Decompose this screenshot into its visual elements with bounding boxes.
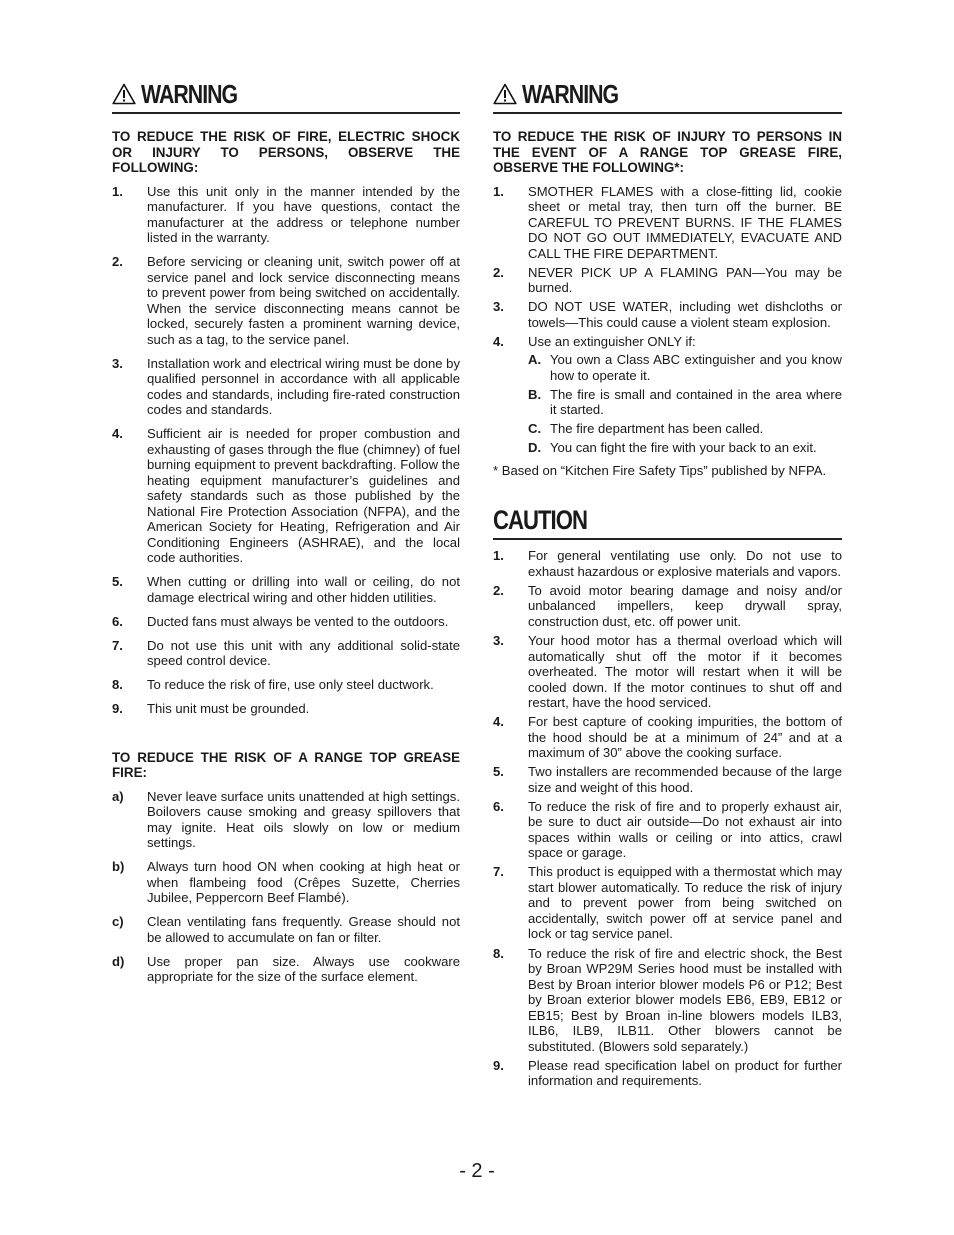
list-item: [112, 701, 460, 717]
item-text: Sufficient air is needed for proper combustion and exhausting of gases through the flue (chimney) of fuel burning equipment to prevent backdrafting. Follow the heating equipment manufacturer’s guidelines and safety standards such as those published by the National Fire Protection Association (NFPA), and the American Society for Heating, Refrigeration and Air Conditioning Engineers (ASHRAE), and the local code authorities.: [147, 426, 460, 565]
right-column: [493, 78, 842, 1092]
item-body: [528, 334, 842, 460]
item-text: To avoid motor bearing damage and noisy and/or unbalanced impellers, keep drywall spray, construction dust, etc. off power unit.: [528, 582, 842, 629]
left-column: [112, 78, 460, 993]
list-item: [493, 184, 842, 262]
sub-list-item: [528, 440, 842, 456]
item-letter: d): [112, 953, 125, 969]
list-item: [493, 864, 842, 942]
item-number: 6.: [112, 613, 123, 629]
item-number: 4.: [493, 333, 504, 349]
item-number: 5.: [493, 764, 504, 780]
item-text: Always turn hood ON when cooking at high heat or when flambeing food (Crêpes Suzette, Cherries Jubilee, Peppercorn Beef Flambé).: [147, 859, 460, 905]
sub-list-item: [528, 421, 842, 437]
warning-title: WARNING: [522, 78, 619, 109]
sub-list-item: [528, 387, 842, 418]
item-text: For best capture of cooking impurities, the bottom of the hood should be at a minimum of 24” and at a maximum of 30” above the cooking surface.: [528, 714, 842, 761]
item-number: 8.: [112, 677, 123, 692]
list-item: [493, 946, 842, 1055]
extinguisher-conditions: [528, 352, 842, 456]
warning-title: WARNING: [141, 78, 238, 109]
item-text: Your hood motor has a thermal overload which will automatically shut off the motor if it becomes overheated. The motor will restart when it will be cooled down. If the motor continues to shut off and restart, have the hood serviced.: [528, 633, 842, 711]
item-text: Do not use this unit with any additional solid-state speed control device.: [147, 637, 460, 668]
item-text: Clean ventilating fans frequently. Grease should not be allowed to accumulate on fan or filter.: [147, 914, 460, 945]
sub-item-letter: D.: [528, 440, 542, 456]
item-text: Use proper pan size. Always use cookware appropriate for the size of the surface element.: [147, 953, 460, 984]
item-number: 6.: [493, 798, 504, 814]
grease-fire-list: [112, 789, 460, 985]
caution-list: [493, 548, 842, 1088]
item-text: Please read specification label on product for further information and requirements.: [528, 1057, 842, 1089]
item-text: Before servicing or cleaning unit, switch power off at service panel and lock service disconnecting means to prevent power from being switched on accidentally. When the service disconnecting means cannot be locked, securely fasten a prominent warning device, such as a tag, to the service panel.: [147, 254, 460, 347]
list-item: [493, 583, 842, 630]
item-text: When cutting or drilling into wall or ceiling, do not damage electrical wiring and other hidden utilities.: [147, 574, 460, 605]
list-item: [112, 914, 460, 945]
item-text: To reduce the risk of fire and to properly exhaust air, be sure to duct air outside—Do not exhaust air into spaces within walls or ceiling or into attics, crawl space or garage.: [528, 798, 842, 861]
grease-fire-heading: TO REDUCE THE RISK OF A RANGE TOP GREASE FIRE:: [112, 749, 460, 780]
item-number: 8.: [493, 945, 504, 961]
item-text: NEVER PICK UP A FLAMING PAN—You may be burned.: [528, 264, 842, 296]
list-item: [112, 574, 460, 605]
item-number: 4.: [112, 426, 123, 441]
list-item: [112, 184, 460, 246]
item-text: For general ventilating use only. Do not use to exhaust hazardous or explosive materials and vapors.: [528, 548, 842, 579]
item-text: Installation work and electrical wiring must be done by qualified personnel in accordance with all applicable codes and standards, including fire-rated construction codes and standards.: [147, 355, 460, 417]
list-item: [112, 638, 460, 669]
list-item: [493, 714, 842, 761]
list-item: [493, 1058, 842, 1089]
item-text: Ducted fans must always be vented to the outdoors.: [147, 613, 449, 629]
list-item: [112, 954, 460, 985]
sub-item-text: You own a Class ABC extinguisher and you know how to operate it.: [550, 352, 842, 383]
item-number: 2.: [493, 582, 504, 598]
item-text: SMOTHER FLAMES with a close-fitting lid, cookie sheet or metal tray, then turn off the burner. BE CAREFUL TO PREVENT BURNS. IF THE FLAMES DO NOT GO OUT IMMEDIATELY, EVACUATE AND CALL THE FIRE DEPARTMENT.: [528, 183, 842, 261]
warning-intro: TO REDUCE THE RISK OF INJURY TO PERSONS IN THE EVENT OF A RANGE TOP GREASE FIRE, OBSERVE THE FOLLOWING*:: [493, 129, 842, 175]
item-text: This product is equipped with a thermostat which may start blower automatically. To reduce the risk of injury and to prevent power from being switched on accidentally, switch power off at service panel and lock or tag service panel.: [528, 864, 842, 942]
item-letter: b): [112, 859, 125, 874]
list-item: [493, 299, 842, 330]
item-text: Use an extinguisher ONLY if:: [528, 333, 696, 349]
sub-item-letter: B.: [528, 386, 542, 402]
item-text: Two installers are recommended because of the large size and weight of this hood.: [528, 764, 842, 795]
sub-item-letter: A.: [528, 352, 542, 368]
item-text: To reduce the risk of fire, use only steel ductwork.: [147, 677, 434, 692]
list-item: [493, 764, 842, 795]
item-text: This unit must be grounded.: [147, 701, 310, 716]
sub-item-text: You can fight the fire with your back to an exit.: [550, 440, 817, 456]
item-number: 2.: [112, 254, 123, 269]
item-number: 5.: [112, 574, 123, 589]
list-item: [493, 334, 842, 460]
warning-list-right: [493, 184, 842, 460]
list-item: [112, 254, 460, 347]
item-text: To reduce the risk of fire and electric shock, the Best by Broan WP29M Series hood must be installed with Best by Broan interior blower models P6 or P12; Best by Broan exterior blower models EB6, EB9, EB12 or EB15; Best by Broan in-line blowers models ILB3, ILB6, ILB9, ILB11. Other blowers cannot be substituted. (Blowers sold separately.): [528, 945, 842, 1054]
warning-heading-right: [493, 78, 842, 114]
list-item: [493, 633, 842, 711]
list-item: [112, 789, 460, 851]
list-item: [493, 548, 842, 579]
sub-list-item: [528, 352, 842, 383]
list-item: [493, 265, 842, 296]
item-number: 9.: [493, 1057, 504, 1073]
list-item: [112, 859, 460, 906]
item-number: 1.: [112, 183, 123, 199]
item-number: 7.: [112, 637, 123, 653]
warning-list-left: [112, 184, 460, 717]
caution-heading: [493, 504, 842, 540]
item-letter: a): [112, 788, 124, 804]
item-number: 1.: [493, 183, 504, 199]
warning-heading-left: [112, 78, 460, 114]
footnote: * Based on “Kitchen Fire Safety Tips” published by NFPA.: [493, 462, 827, 478]
caution-section: [493, 504, 842, 1088]
warning-triangle-icon: [112, 83, 136, 105]
item-number: 3.: [112, 355, 123, 371]
item-text: Use this unit only in the manner intended by the manufacturer. If you have questions, contact the manufacturer at the address or telephone number listed in the warranty.: [147, 183, 460, 245]
sub-item-letter: C.: [528, 421, 542, 437]
list-item: [112, 426, 460, 566]
item-number: 3.: [493, 299, 504, 315]
item-number: 2.: [493, 264, 504, 280]
sub-item-text: The fire department has been called.: [550, 421, 764, 437]
list-item: [493, 799, 842, 861]
warning-intro: TO REDUCE THE RISK OF FIRE, ELECTRIC SHOCK OR INJURY TO PERSONS, OBSERVE THE FOLLOWING:: [112, 129, 460, 175]
list-item: [112, 356, 460, 418]
item-number: 7.: [493, 864, 504, 880]
warning-triangle-icon: [493, 83, 517, 105]
item-number: 4.: [493, 714, 504, 730]
caution-title: CAUTION: [493, 504, 587, 535]
item-number: 9.: [112, 701, 123, 716]
list-item: [112, 614, 460, 630]
item-letter: c): [112, 914, 124, 929]
sub-item-text: The fire is small and contained in the area where it started.: [550, 386, 842, 418]
item-number: 1.: [493, 548, 504, 564]
list-item: [112, 677, 460, 693]
item-text: Never leave surface units unattended at high settings. Boilovers cause smoking and greasy spillovers that may ignite. Heat oils slowly on low or medium settings.: [147, 788, 460, 850]
page-number: - 2 -: [459, 1160, 495, 1182]
item-number: 3.: [493, 633, 504, 649]
item-text: DO NOT USE WATER, including wet dishcloths or towels—This could cause a violent steam explosion.: [528, 299, 842, 330]
